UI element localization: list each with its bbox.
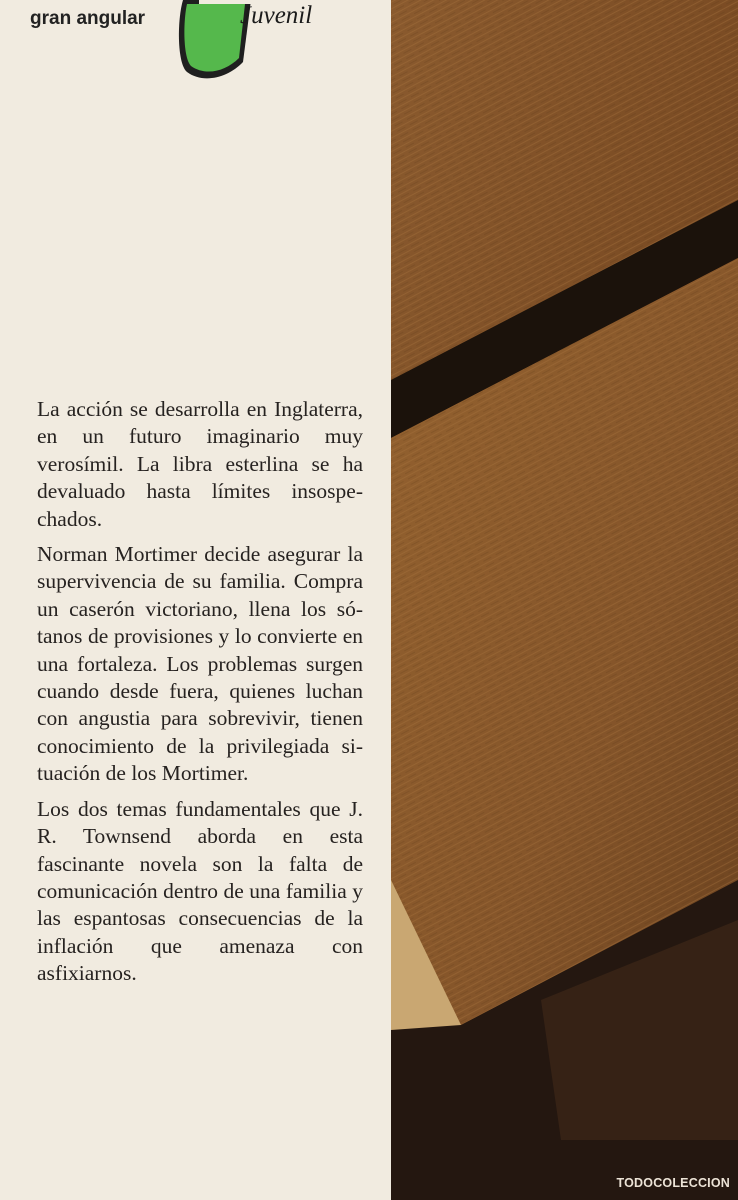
series-label: gran angular <box>30 8 146 29</box>
synopsis-paragraph-1: La acción se desarrolla en Inglaterra, en un futuro imaginario muy verosímil. La libra esterlina se ha devaluado hasta límites insospechados. <box>37 397 363 531</box>
synopsis-text <box>37 396 363 996</box>
wood-planks-image <box>391 0 738 1200</box>
synopsis-paragraph-3: Los dos temas fundamentales que J. R. Townsend aborda en esta fascinante novela son la falta de comunicación dentro de una familia y las espantosas consecuencias de la inflación que amenaza con asfixiarnos. <box>37 796 363 986</box>
imprint-label: Juvenil <box>240 2 313 29</box>
watermark-text: TODOCOLECCION <box>616 1176 730 1190</box>
synopsis-paragraph-2: Norman Mortimer decide asegurar la supervivencia de su familia. Compra un caserón victoriano, llena los sótanos de provisiones y lo convierte en una fortaleza. Los problemas surgen cuando desde fuera, quienes luchan con angustia para sobrevivir, tienen conocimiento de la privilegiada situación de los Mortimer. <box>37 542 363 786</box>
wood-photo <box>391 0 738 1200</box>
